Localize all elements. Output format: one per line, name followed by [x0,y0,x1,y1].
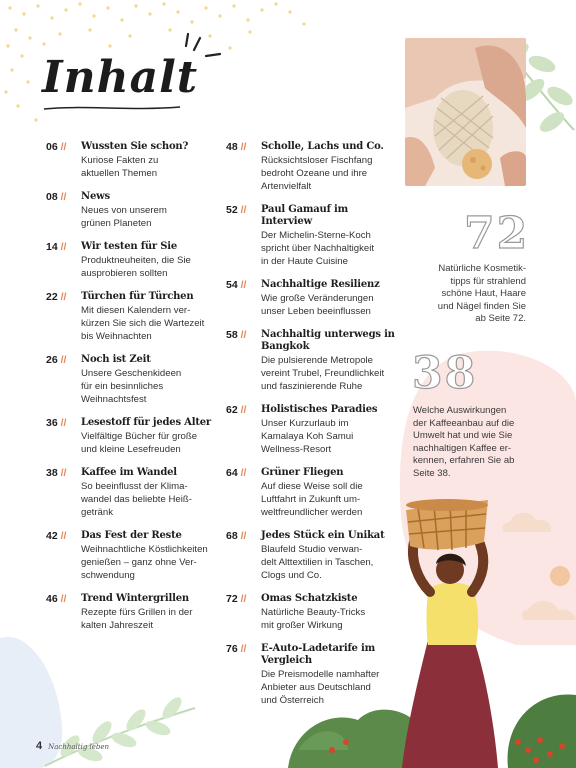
coffee-picker-illustration [288,480,576,768]
entry-page-number: 08 // [46,191,67,203]
entry-page-number: 54 // [226,279,247,291]
entry-page-number: 58 // [226,329,247,341]
page-footer [36,740,109,752]
entry-description: Mit diesen Kalendern ver- kürzen Sie sich die Wartezeit bis Weihnachten [81,305,205,342]
entry-page-number: 48 // [226,141,247,153]
entry-description: Unsere Geschenkideen für ein besinnliches Weihnachtsfest [81,368,182,405]
entry-title: Türchen für Türchen [81,291,194,302]
toc-column-left [46,141,226,643]
highlight-text-72: Natürliche Kosmetik- tipps für strahlend schöne Haut, Haare und Nägel finden Sie ab Seite 72. [437,263,526,324]
entry-description: Rücksichtsloser Fischfang bedroht Ozeane und ihre Artenvielfalt [261,155,373,192]
entry-page-number: 06 // [46,141,67,153]
toc-entry[interactable] [46,241,226,280]
toc-entry[interactable] [46,593,226,632]
toc-entry[interactable] [226,279,396,318]
entry-description: Weihnachtliche Köstlichkeiten genießen – ganz ohne Ver- schwendung [81,544,208,581]
entry-title: Nachhaltige Resilienz [261,279,380,290]
entry-description: Wie große Veränderungen unser Leben beeinflussen [261,293,374,317]
entry-title: Holistisches Paradies [261,404,378,415]
entry-description: So beeinflusst der Klima- wandel das beliebte Heiß- getränk [81,481,192,518]
page-title: Inhalt [42,52,199,103]
entry-page-number: 62 // [226,404,247,416]
entry-title: Jedes Stück ein Unikat [261,530,385,541]
entry-page-number: 42 // [46,530,67,542]
footer-publication: Nachhaltig leben [48,743,110,751]
toc-entry[interactable] [226,329,396,393]
toc-entry[interactable] [226,204,396,268]
toc-entry[interactable] [46,354,226,406]
entry-page-number: 68 // [226,530,247,542]
highlight-number-38: 38 [412,348,478,399]
entry-description: Der Michelin-Sterne-Koch spricht über Nachhaltigkeit in der Haute Cuisine [261,230,375,267]
entry-description: Rezepte fürs Grillen in der kalten Jahreszeit [81,607,193,631]
title-underline [42,103,182,113]
entry-description: Neues von unserem grünen Planeten [81,205,167,229]
entry-page-number: 26 // [46,354,67,366]
entry-page-number: 52 // [226,204,247,216]
toc-entry[interactable] [46,141,226,180]
highlight-number-72: 72 [464,208,530,259]
entry-title: Nachhaltig unterwegs in Bangkok [261,329,395,352]
entry-title: Paul Gamauf im Interview [261,204,348,227]
toc-entry[interactable] [46,291,226,343]
entry-description: Kuriose Fakten zu aktuellen Themen [81,155,159,179]
entry-page-number: 64 // [226,467,247,479]
entry-title: E-Auto-Ladetarife im Vergleich [261,643,375,666]
entry-description: Vielfältige Bücher für große und kleine Lesefreuden [81,431,198,455]
entry-title: Lesestoff für jedes Alter [81,417,211,428]
entry-description: Produktneuheiten, die Sie ausprobieren sollten [81,255,191,279]
entry-description: Auf diese Weise soll die Luftfahrt in Zukunft um- weltfreundlicher werden [261,481,363,518]
entry-description: Die Preismodelle namhafter Anbieter aus Deutschland und Österreich [261,669,380,706]
entry-page-number: 14 // [46,241,67,253]
entry-page-number: 22 // [46,291,67,303]
toc-entry[interactable] [226,141,396,193]
entry-page-number: 36 // [46,417,67,429]
entry-title: Trend Wintergrillen [81,593,189,604]
entry-title: News [81,191,110,202]
entry-description: Unser Kurzurlaub im Kamalaya Koh Samui Wellness-Resort [261,418,354,455]
entry-title: Wir testen für Sie [81,241,178,252]
toc-entry[interactable] [46,530,226,582]
leaf-branch-bottom-icon [40,688,200,768]
entry-title: Noch ist Zeit [81,354,151,365]
entry-title: Scholle, Lachs und Co. [261,141,384,152]
entry-description: Natürliche Beauty-Tricks mit großer Wirkung [261,607,366,631]
entry-page-number: 38 // [46,467,67,479]
entry-title: Grüner Fliegen [261,467,344,478]
soap-photo-image [405,38,526,186]
entry-description: Die pulsierende Metropole vereint Trubel, Freundlichkeit und faszinierende Ruhe [261,355,385,392]
footer-page-number: 4 [36,740,43,752]
entry-page-number: 76 // [226,643,247,655]
entry-description: Blaufeld Studio verwan- delt Alttextilien in Taschen, Clogs und Co. [261,544,374,581]
spark-lines-icon [170,30,225,75]
toc-entry[interactable] [46,467,226,519]
toc-entry[interactable] [46,191,226,230]
toc-entry[interactable] [46,417,226,456]
entry-title: Kaffee im Wandel [81,467,177,478]
entry-page-number: 46 // [46,593,67,605]
highlight-text-38: Welche Auswirkungen der Kaffeeanbau auf die Umwelt hat und wie Sie nachhaltigen Kaffee er- kennen, erfahren Sie ab Seite 38. [413,405,515,479]
entry-title: Omas Schatzkiste [261,593,358,604]
toc-entry[interactable] [226,404,396,456]
entry-title: Das Fest der Reste [81,530,182,541]
entry-page-number: 72 // [226,593,247,605]
entry-title: Wussten Sie schon? [81,141,189,152]
